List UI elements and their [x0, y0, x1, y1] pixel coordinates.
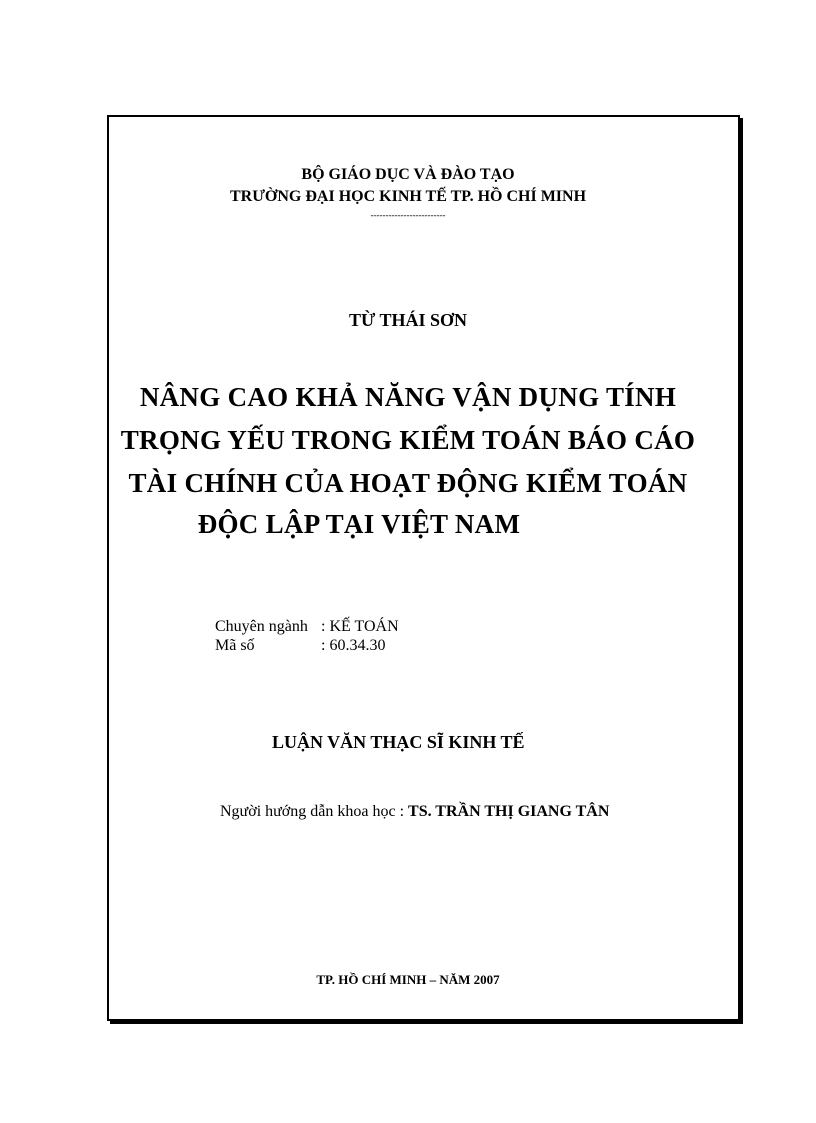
header-separator: -------------------------	[370, 210, 446, 220]
thesis-title-line-3: TÀI CHÍNH CỦA HOẠT ĐỘNG KIỂM TOÁN	[128, 468, 688, 498]
advisor-label: Người hướng dẫn khoa học :	[220, 803, 409, 820]
place-year: TP. HỒ CHÍ MINH – NĂM 2007	[316, 972, 500, 987]
thesis-title-line-4: ĐỘC LẬP TẠI VIỆT NAM	[197, 509, 521, 539]
code-label: Mã số	[215, 637, 255, 654]
thesis-title-line-2: TRỌNG YẾU TRONG KIỂM TOÁN BÁO CÁO	[120, 425, 696, 455]
major-value: : KẾ TOÁN	[321, 618, 399, 635]
thesis-title-line-4-wrap	[0, 508, 816, 540]
author-name: TỪ THÁI SƠN	[348, 310, 468, 330]
advisor-line	[220, 802, 609, 822]
code-row	[215, 636, 385, 656]
code-value: : 60.34.30	[321, 637, 386, 654]
ministry-name: BỘ GIÁO DỤC VÀ ĐÀO TẠO	[301, 166, 515, 183]
university-name: TRƯỜNG ĐẠI HỌC KINH TẾ TP. HỒ CHÍ MINH	[229, 188, 587, 205]
page-border	[107, 115, 740, 1021]
major-label: Chuyên ngành	[215, 618, 308, 635]
major-row	[215, 617, 399, 637]
thesis-title-line-1: NÂNG CAO KHẢ NĂNG VẬN DỤNG TÍNH	[139, 382, 677, 412]
degree-title: LUẬN VĂN THẠC SĨ KINH TẾ	[272, 732, 525, 752]
advisor-name: TS. TRẦN THỊ GIANG TÂN	[408, 803, 610, 820]
